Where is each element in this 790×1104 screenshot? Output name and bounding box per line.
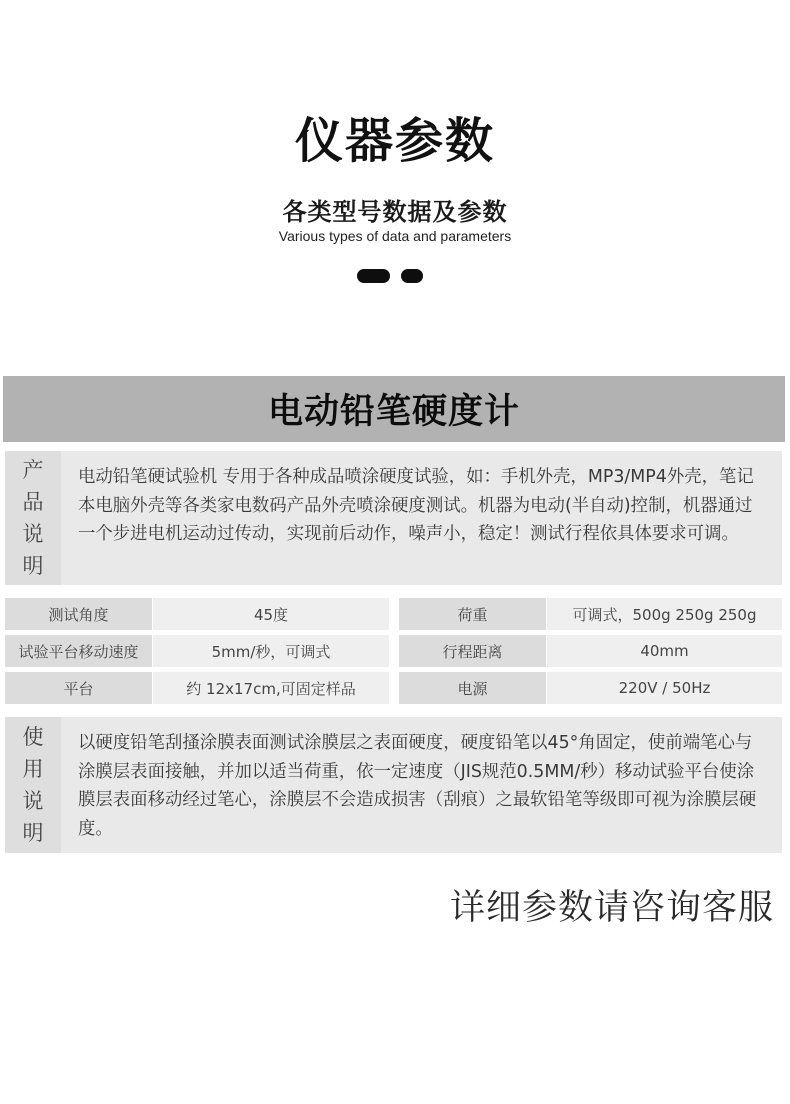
side-label-char: 明 [22, 554, 44, 578]
spec-value: 220V / 50Hz [547, 672, 782, 704]
side-label-char: 用 [22, 757, 44, 781]
contact-service-note: 详细参数请咨询客服 [449, 888, 774, 928]
usage-instructions-block [5, 717, 782, 853]
spec-label: 荷重 [399, 598, 546, 630]
spec-row [5, 672, 782, 704]
product-description-text: 电动铅笔硬试验机 专用于各种成品喷涂硬度试验，如：手机外壳，MP3/MP4外壳，笔记本电脑外壳等各类家电数码产品外壳喷涂硬度测试。机器为电动(半自动)控制，机器通过一个步进电机运动过传动，实现前后动作，噪声小，稳定！测试行程依具体要求可调。 [78, 467, 754, 544]
product-description-side-label [5, 451, 61, 585]
usage-instructions-side-label [5, 717, 61, 853]
product-name-banner [3, 376, 785, 442]
side-label-char: 明 [22, 821, 44, 845]
spec-value: 5mm/秒，可调式 [153, 635, 389, 667]
product-description-block [5, 451, 782, 585]
side-label-char: 使 [22, 725, 44, 749]
spec-value: 45度 [153, 598, 389, 630]
page-title: 仪器参数 [294, 113, 495, 169]
side-label-char: 产 [22, 458, 44, 482]
spec-label: 电源 [399, 672, 546, 704]
page-subtitle: 各类型号数据及参数 [282, 198, 508, 226]
spec-label: 测试角度 [5, 598, 152, 630]
usage-instructions-text: 以硬度铅笔刮搔涂膜表面测试涂膜层之表面硬度，硬度铅笔以45°角固定，使前端笔心与涂膜层表面接触，并加以适当荷重，依一定速度（JIS规范0.5MM/秒）移动试验平台使涂膜层表面移动经过笔心，涂膜层不会造成损害（刮痕）之最软铅笔等级即可视为涂膜层硬度。 [78, 733, 757, 839]
decorative-pill-short [401, 269, 423, 283]
product-name: 电动铅笔硬度计 [267, 392, 520, 432]
decorative-pill-long [357, 269, 390, 283]
spec-label: 平台 [5, 672, 152, 704]
side-label-char: 说 [22, 789, 44, 813]
page-subtitle-english: Various types of data and parameters [278, 228, 512, 244]
spec-value: 可调式，500g 250g 250g [547, 598, 782, 630]
spec-label: 试验平台移动速度 [5, 635, 152, 667]
side-label-char: 说 [22, 522, 44, 546]
spec-row [5, 598, 782, 630]
spec-row [5, 635, 782, 667]
spec-label: 行程距离 [399, 635, 546, 667]
spec-value: 40mm [547, 635, 782, 667]
spec-value: 约 12x17cm,可固定样品 [153, 672, 389, 704]
side-label-char: 品 [22, 490, 44, 514]
